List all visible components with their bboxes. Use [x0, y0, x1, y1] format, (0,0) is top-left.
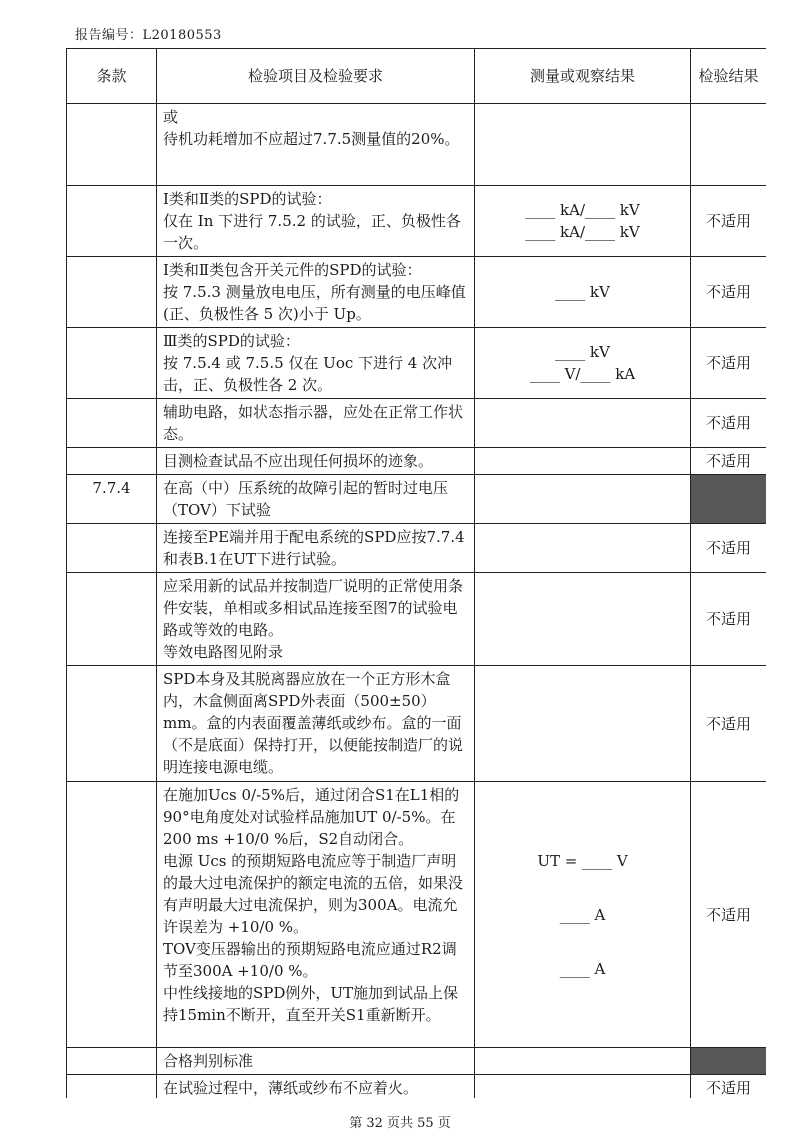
result-spacer — [481, 872, 684, 888]
clause-cell — [67, 399, 157, 448]
measurement-field[interactable]: ____ A — [559, 959, 606, 978]
measurement-field[interactable]: ____ A — [559, 905, 606, 924]
inspection-table-wrapper — [66, 48, 766, 1098]
item-cell — [157, 1048, 475, 1075]
result-cell — [475, 666, 691, 782]
table-row — [67, 448, 767, 475]
item-text-line: 或 — [163, 108, 179, 126]
clause-cell — [67, 186, 157, 257]
verdict-cell — [691, 475, 767, 524]
verdict-cell: 不适用 — [691, 186, 767, 257]
item-text-line: 在高（中）压系统的故障引起的暂时过电压（TOV）下试验 — [163, 479, 449, 519]
measurement-field[interactable]: ____ kV — [555, 283, 610, 301]
item-text-line: 电源 Ucs 的预期短路电流应等于制造厂声明的最大过电流保护的额定电流的五倍，如果没有声明最大过电流保护，则为300A。电流允许误差为 +10/0 %。 — [163, 852, 464, 936]
table-row — [67, 666, 767, 782]
verdict-cell — [691, 104, 767, 186]
measurement-field[interactable]: ____ kA/____ kV — [525, 201, 640, 219]
table-row — [67, 782, 767, 1048]
result-spacer — [481, 888, 684, 904]
item-text-line: 合格判别标准 — [163, 1052, 254, 1070]
item-text-line: 在施加Ucs 0/-5%后，通过闭合S1在L1相的90°电角度处对试验样品施加UT 0/-5%。在200 ms +10/0 %后，S2自动闭合。 — [163, 786, 460, 848]
clause-cell — [67, 257, 157, 328]
verdict-cell: 不适用 — [691, 782, 767, 1048]
item-cell — [157, 524, 475, 573]
result-cell — [475, 475, 691, 524]
item-text-line: 中性线接地的SPD例外，UT施加到试品上保持15min不断开，直至开关S1重新断开。 — [163, 984, 459, 1024]
item-cell — [157, 1075, 475, 1099]
item-text-line: TOV变压器输出的预期短路电流应通过R2调节至300A +10/0 %。 — [163, 940, 457, 980]
table-row — [67, 257, 767, 328]
item-text-line: 待机功耗增加不应超过7.7.5测量值的20%。 — [163, 130, 460, 148]
table-row — [67, 328, 767, 399]
item-cell — [157, 104, 475, 186]
item-text-line: 辅助电路，如状态指示器，应处在正常工作状态。 — [163, 403, 464, 443]
item-cell — [157, 257, 475, 328]
clause-cell — [67, 1048, 157, 1075]
measurement-field[interactable]: ____ kA/____ kV — [525, 223, 640, 241]
verdict-cell: 不适用 — [691, 573, 767, 666]
header-result: 测量或观察结果 — [475, 49, 691, 104]
item-cell — [157, 448, 475, 475]
header-item: 检验项目及检验要求 — [157, 49, 475, 104]
table-row — [67, 573, 767, 666]
result-cell — [475, 524, 691, 573]
item-text-line: 在试验过程中，薄纸或纱布不应着火。 — [163, 1079, 419, 1097]
item-cell — [157, 475, 475, 524]
result-cell — [475, 448, 691, 475]
verdict-cell: 不适用 — [691, 524, 767, 573]
item-text-line: Ⅰ类和Ⅱ类包含开关元件的SPD的试验： — [163, 261, 422, 279]
item-cell — [157, 573, 475, 666]
report-number: 报告编号：L20180553 — [75, 28, 222, 43]
result-cell — [475, 328, 691, 399]
result-cell — [475, 782, 691, 1048]
clause-cell: 7.7.4 — [67, 475, 157, 524]
table-header-row — [67, 49, 767, 104]
table-row — [67, 1048, 767, 1075]
table-row — [67, 524, 767, 573]
item-text-line: SPD本身及其脱离器应放在一个正方形木盒内，木盒侧面离SPD外表面（500±50）mm。盒的内表面覆盖薄纸或纱布。盒的一面（不是底面）保持打开，以便能按制造厂的说明连接电源电缆。 — [163, 670, 464, 776]
clause-cell — [67, 104, 157, 186]
result-cell — [475, 1075, 691, 1099]
clause-cell — [67, 666, 157, 782]
item-cell — [157, 399, 475, 448]
item-text-line: 仅在 In 下进行 7.5.2 的试验，正、负极性各一次。 — [163, 212, 461, 252]
table-row — [67, 1075, 767, 1099]
table-row — [67, 104, 767, 186]
verdict-cell: 不适用 — [691, 1075, 767, 1099]
clause-cell — [67, 782, 157, 1048]
item-text-line: Ⅰ类和Ⅱ类的SPD的试验： — [163, 190, 332, 208]
measurement-field[interactable]: ____ V/____ kA — [529, 365, 636, 383]
verdict-cell: 不适用 — [691, 448, 767, 475]
item-cell — [157, 666, 475, 782]
clause-cell — [67, 1075, 157, 1099]
result-cell — [475, 186, 691, 257]
item-text-line: Ⅲ类的SPD的试验： — [163, 332, 300, 350]
item-text-line: 连接至PE端并用于配电系统的SPD应按7.7.4和表B.1在UT下进行试验。 — [163, 528, 465, 568]
header-clause: 条款 — [67, 49, 157, 104]
verdict-cell: 不适用 — [691, 257, 767, 328]
result-cell — [475, 1048, 691, 1075]
measurement-field[interactable]: UT = ____ V — [537, 851, 628, 870]
verdict-cell: 不适用 — [691, 328, 767, 399]
inspection-table — [66, 48, 766, 1098]
verdict-cell: 不适用 — [691, 399, 767, 448]
result-cell — [475, 257, 691, 328]
item-text-line: 按 7.5.4 或 7.5.5 仅在 Uoc 下进行 4 次冲击，正、负极性各 2 次。 — [163, 354, 453, 394]
clause-cell — [67, 524, 157, 573]
item-cell — [157, 186, 475, 257]
verdict-cell: 不适用 — [691, 666, 767, 782]
measurement-field[interactable]: ____ kV — [555, 343, 610, 361]
header-verdict: 检验结果 — [691, 49, 767, 104]
result-cell — [475, 573, 691, 666]
item-text-line: 目测检查试品不应出现任何损坏的迹象。 — [163, 452, 434, 470]
item-text-line: 等效电路图见附录 — [163, 643, 284, 661]
item-text-line: 按 7.5.3 测量放电电压，所有测量的电压峰值(正、负极性各 5 次)小于 Up。 — [163, 283, 466, 323]
result-spacer — [481, 926, 684, 942]
item-text-line: 应采用新的试品并按制造厂说明的正常使用条件安装，单相或多相试品连接至图7的试验电路或等效的电路。 — [163, 577, 464, 639]
clause-cell — [67, 573, 157, 666]
item-cell — [157, 328, 475, 399]
result-cell — [475, 104, 691, 186]
verdict-cell — [691, 1048, 767, 1075]
item-cell — [157, 782, 475, 1048]
clause-cell — [67, 448, 157, 475]
clause-cell — [67, 328, 157, 399]
result-spacer — [481, 942, 684, 958]
table-row — [67, 475, 767, 524]
page-footer: 第 32 页共 55 页 — [349, 1116, 451, 1131]
result-cell — [475, 399, 691, 448]
table-row — [67, 399, 767, 448]
table-row — [67, 186, 767, 257]
